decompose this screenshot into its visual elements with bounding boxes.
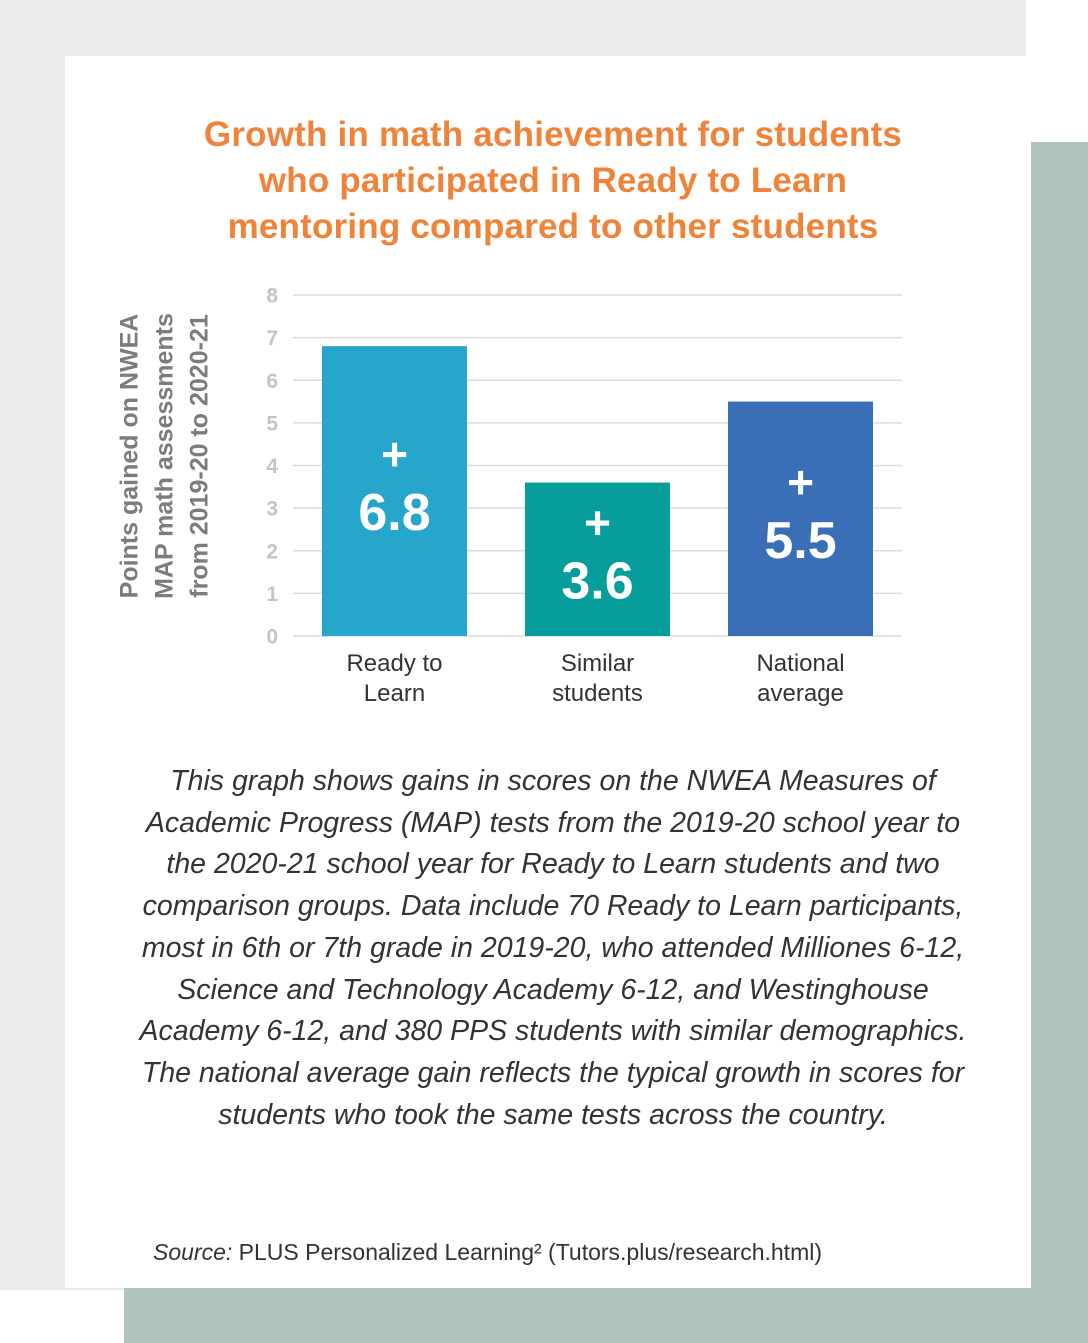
x-category-label: Learn <box>363 680 426 707</box>
bar-value-label: 3.6 <box>561 552 634 611</box>
y-axis-label-line: Points gained on NWEA <box>115 313 144 599</box>
bar-plus-sign: + <box>584 496 611 549</box>
y-axis-label-line: from 2019-20 to 2020-21 <box>185 314 214 598</box>
bar-value-label: 6.8 <box>358 484 431 543</box>
x-category-label: Ready to <box>346 650 443 677</box>
bar-value-label: 5.5 <box>764 511 837 570</box>
y-tick-label: 8 <box>266 284 278 308</box>
x-category-label: Similar <box>560 650 635 677</box>
y-tick-label: 1 <box>266 582 278 606</box>
y-tick-label: 5 <box>266 412 278 436</box>
y-axis-label-line: MAP math assessments <box>150 313 179 599</box>
y-tick-label: 4 <box>266 455 278 478</box>
y-tick-label: 0 <box>266 625 278 649</box>
x-category-label: students <box>552 680 643 707</box>
y-tick-label: 3 <box>266 497 278 521</box>
bar-plus-sign: + <box>787 455 814 508</box>
x-category-label: average <box>757 680 844 707</box>
y-tick-label: 7 <box>266 327 278 351</box>
chart-caption: This graph shows gains in scores on the NWEA Measures of Academic Progress (MAP) tests from the 2019-20 school year to the 2020-21 school year for Ready to Learn students and two comparison groups. Data include 70 Ready to Learn participants, most in 6th or 7th grade in 2019-20, who attended Milliones 6-12, Science and Technology Academy 6-12, and Westinghouse Academy 6-12, and 380 PPS students with similar demographics. The national average gain reflects the typical growth in scores for students who took the same tests across the country. <box>139 765 967 1131</box>
y-tick-label: 6 <box>266 369 278 393</box>
y-tick-label: 2 <box>266 540 278 564</box>
source-text: PLUS Personalized Learning² (Tutors.plus/research.html) <box>238 1239 823 1265</box>
chart-title-line: Growth in math achievement for students <box>203 115 903 154</box>
chart-title-line: mentoring compared to other students <box>227 207 879 246</box>
x-category-label: National <box>756 650 845 677</box>
bar-plus-sign: + <box>381 428 408 481</box>
source-note <box>153 1236 822 1268</box>
chart-title-line: who participated in Ready to Learn <box>258 161 848 200</box>
source-label: Source: <box>153 1239 233 1265</box>
